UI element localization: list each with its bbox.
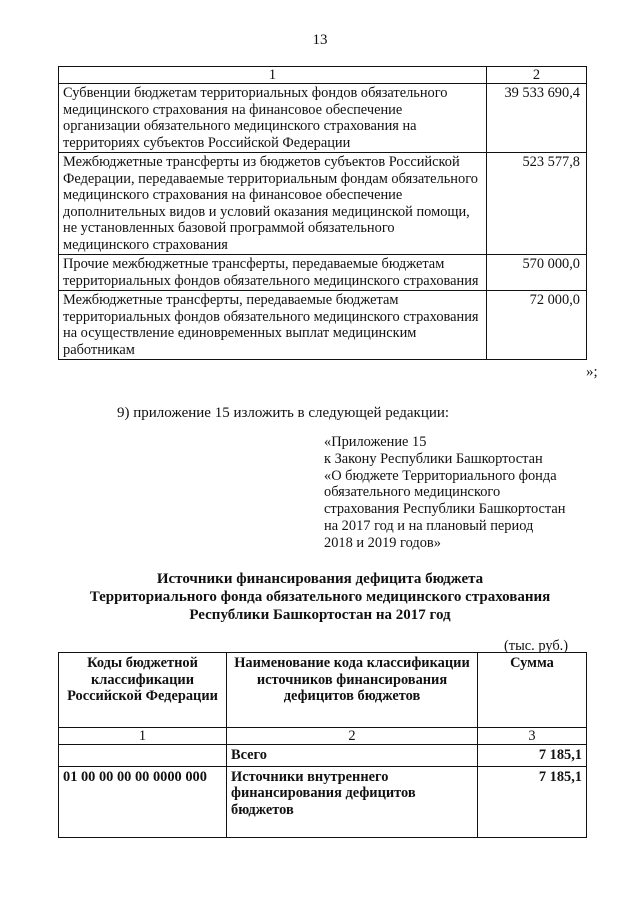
- table-row: [59, 255, 587, 291]
- document-title: [0, 570, 640, 624]
- title-line: Территориального фонда обязательного медицинского страхования: [89, 589, 551, 605]
- column-number-row: [59, 728, 587, 745]
- transfer-amount: 72 000,0: [487, 291, 587, 360]
- column-number: 3: [478, 728, 587, 745]
- appendix-line: к Закону Республики Башкортостан: [324, 450, 543, 467]
- deficit-sources-table: [58, 652, 587, 838]
- table-header-row: [59, 653, 587, 728]
- source-sum: 7 185,1: [478, 766, 587, 837]
- column-number: 1: [59, 728, 227, 745]
- transfer-name: Межбюджетные трансферты, передаваемые бюджетам территориальных фондов обязательного медицинского страхования на осуществление единовременных выплат медицинским работникам: [59, 291, 487, 360]
- table-row: [59, 745, 587, 767]
- amendment-instruction: 9) приложение 15 изложить в следующей редакции:: [117, 405, 450, 421]
- transfer-amount: 39 533 690,4: [487, 84, 587, 153]
- appendix-line: на 2017 год и на плановый период: [324, 517, 534, 534]
- transfer-amount: 570 000,0: [487, 255, 587, 291]
- source-sum: 7 185,1: [478, 745, 587, 767]
- closing-quote-mark: »;: [586, 364, 598, 380]
- page-number: 13: [312, 32, 328, 48]
- header-code: Коды бюджетной классификации Российской Федерации: [59, 653, 227, 728]
- appendix-line: «Приложение 15: [324, 434, 427, 450]
- appendix-header: [324, 434, 565, 552]
- column-number: 1: [59, 67, 487, 84]
- budget-code: 01 00 00 00 00 0000 000: [59, 766, 227, 837]
- header-name: Наименование кода классификации источников финансирования дефицитов бюджетов: [227, 653, 478, 728]
- transfers-table: [58, 66, 587, 360]
- table-row: [59, 766, 587, 837]
- appendix-line: «О бюджете Территориального фонда: [324, 467, 557, 484]
- table-row: [59, 291, 587, 360]
- header-sum: Сумма: [478, 653, 587, 728]
- transfer-name: Межбюджетные трансферты из бюджетов субъектов Российской Федерации, передаваемые территориальным фондам обязательного медицинского страхования на финансовое обеспечение дополнительных видов и условий оказания медицинской помощи, не установленных базовой программой обязательного медицинского страхования: [59, 153, 487, 255]
- transfer-amount: 523 577,8: [487, 153, 587, 255]
- column-number: 2: [227, 728, 478, 745]
- table-row: [59, 84, 587, 153]
- column-number: 2: [487, 67, 587, 84]
- units-label: (тыс. руб.): [504, 638, 569, 654]
- table-header-row: [59, 67, 587, 84]
- budget-code: [59, 745, 227, 767]
- transfer-name: Субвенции бюджетам территориальных фондов обязательного медицинского страхования на финансовое обеспечение организации обязательного медицинского страхования на территориях субъектов Российской Федерации: [59, 84, 487, 153]
- title-line: Республики Башкортостан на 2017 год: [189, 607, 451, 623]
- source-name: Источники внутреннего финансирования дефицитов бюджетов: [227, 766, 478, 837]
- appendix-line: страхования Республики Башкортостан: [324, 501, 566, 518]
- title-line: Источники финансирования дефицита бюджета: [156, 571, 484, 587]
- source-name: Всего: [227, 745, 478, 767]
- appendix-line: обязательного медицинского: [324, 484, 501, 501]
- transfer-name: Прочие межбюджетные трансферты, передаваемые бюджетам территориальных фондов обязательного медицинского страхования: [59, 255, 487, 291]
- appendix-line: 2018 и 2019 годов»: [324, 534, 441, 551]
- table-row: [59, 153, 587, 255]
